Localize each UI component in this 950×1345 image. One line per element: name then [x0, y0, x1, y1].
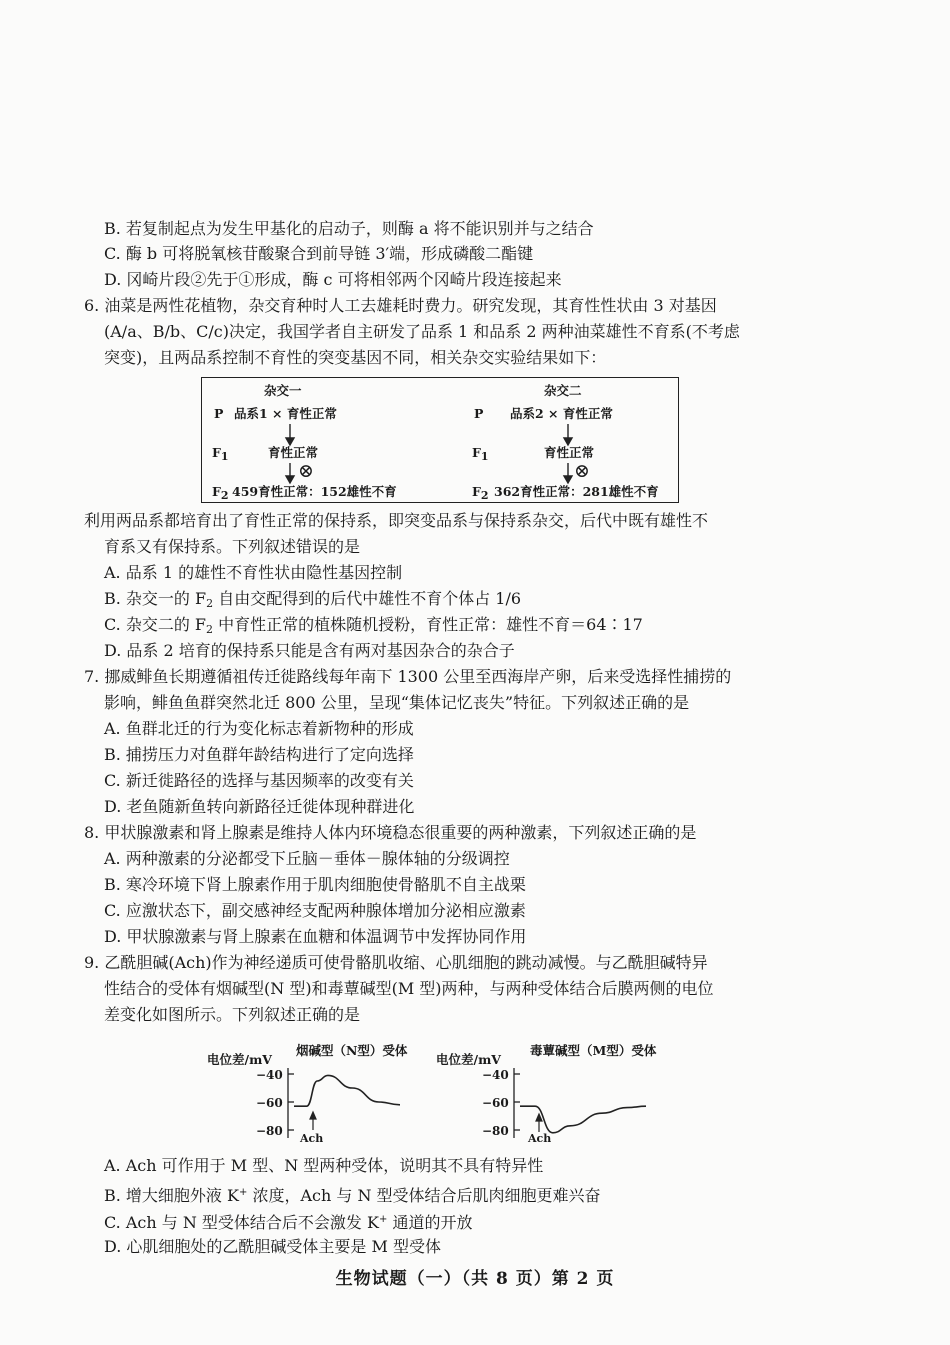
q6-option-b: B. 杂交一的 $F_2$ 自由交配得到的后代中雄性不育个体占 1/6 [104, 589, 522, 610]
q8-option-b: B. 寒冷环境下肾上腺素作用于肌肉细胞使骨骼肌不自主战栗 [104, 875, 526, 894]
cross-arrows [202, 378, 680, 504]
q5-option-c: C. 酶 b 可将脱氧核苷酸聚合到前导链 3′端，形成磷酸二酯键 [104, 244, 534, 263]
q9-stem-line2: 性结合的受体有烟碱型(N 型)和毒蕈碱型(M 型)两种，与两种受体结合后膜两侧的电位 [104, 979, 714, 998]
fig-n-curve [294, 1075, 400, 1106]
cross1-p-label: P [214, 406, 224, 421]
fig-n-ylabel: 电位差/mV [207, 1052, 272, 1067]
cross2-f2-label: $F_2$ [472, 484, 489, 502]
cross2-parents: 品系2 × 育性正常 [510, 406, 613, 421]
cross1-parents: 品系1 × 育性正常 [234, 406, 337, 421]
fig-m-ach-arrow [536, 1114, 542, 1132]
q7-option-c: C. 新迁徙路径的选择与基因频率的改变有关 [104, 771, 414, 790]
q6-option-a: A. 品系 1 的雄性不育性状由隐性基因控制 [104, 563, 403, 582]
q7-option-d: D. 老鱼随新鱼转向新路径迁徙体现种群进化 [104, 797, 415, 816]
cross1-f1: 育性正常 [268, 445, 319, 460]
q5-option-d: D. 冈崎片段②先于①形成，酶 c 可将相邻两个冈崎片段连接起来 [104, 270, 562, 289]
cross1-title: 杂交一 [264, 383, 302, 398]
q9-option-c: C. Ach 与 N 型受体结合后不会激发 K+ 通道的开放 [104, 1213, 473, 1232]
cross-experiment-box [201, 377, 679, 503]
fig-n-chart [282, 1066, 412, 1146]
fig-n-ach-arrow [310, 1112, 316, 1130]
q7-stem-line2: 影响，鲱鱼鱼群突然北迁 800 公里，呈现“集体记忆丧失”特征。下列叙述正确的是 [104, 693, 690, 712]
cross1-selfing-icon: ⊗ [298, 460, 314, 482]
page-footer: 生物试题（一）（共 8 页）第 2 页 [335, 1269, 615, 1289]
fig-n-tick-80: −80 [256, 1124, 283, 1138]
cross1-f1-label: $F_1$ [212, 445, 229, 463]
q5-option-b: B. 若复制起点为发生甲基化的启动子，则酶 a 将不能识别并与之结合 [104, 219, 594, 238]
q7-option-a: A. 鱼群北迁的行为变化标志着新物种的形成 [104, 719, 414, 738]
q9-stem-line1: 9. 乙酰胆碱(Ach)作为神经递质可使骨骼肌收缩、心肌细胞的跳动减慢。与乙酰胆碱特异 [84, 953, 708, 972]
q9-option-a: A. Ach 可作用于 M 型、N 型两种受体，说明其不具有特异性 [104, 1156, 544, 1175]
q6-option-c: C. 杂交二的 $F_2$ 中育性正常的植株随机授粉，育性正常：雄性不育＝64∶17 [104, 615, 643, 636]
fig-m-tick-80: −80 [482, 1124, 509, 1138]
cross1-f2-label: $F_2$ [212, 484, 229, 502]
fig-m-chart [508, 1066, 658, 1146]
q6-stem-line1: 6. 油菜是两性花植物，杂交育种时人工去雄耗时费力。研究发现，其育性性状由 3 对基因 [84, 296, 717, 315]
q9-option-b: B. 增大细胞外液 K+ 浓度，Ach 与 N 型受体结合后肌肉细胞更难兴奋 [104, 1186, 601, 1205]
fig-n-ach-label: Ach [300, 1132, 324, 1145]
q7-option-b: B. 捕捞压力对鱼群年龄结构进行了定向选择 [104, 745, 414, 764]
q9-stem-line3: 差变化如图所示。下列叙述正确的是 [104, 1005, 361, 1024]
q8-option-d: D. 甲状腺激素与肾上腺素在血糖和体温调节中发挥协同作用 [104, 927, 527, 946]
q7-stem-line1: 7. 挪威鲱鱼长期遵循祖传迁徙路线每年南下 1300 公里至西海岸产卵，后来受选择性捕捞的 [84, 667, 732, 686]
cross2-title: 杂交二 [544, 383, 582, 398]
q6-after-line1: 利用两品系都培育出了育性正常的保持系，即突变品系与保持系杂交，后代中既有雄性不 [84, 511, 709, 530]
q6-stem-line2: (A/a、B/b、C/c)决定，我国学者自主研发了品系 1 和品系 2 两种油菜雄性不育系(不考虑 [104, 322, 740, 341]
q6-after-line2: 育系又有保持系。下列叙述错误的是 [104, 537, 361, 556]
fig-m-title: 毒蕈碱型（M型）受体 [530, 1043, 657, 1058]
cross2-f1: 育性正常 [544, 445, 595, 460]
cross2-p-label: P [474, 406, 484, 421]
q9-option-d: D. 心肌细胞处的乙酰胆碱受体主要是 M 型受体 [104, 1237, 441, 1256]
q8-option-c: C. 应激状态下，副交感神经支配两种腺体增加分泌相应激素 [104, 901, 526, 920]
q8-option-a: A. 两种激素的分泌都受下丘脑－垂体－腺体轴的分级调控 [104, 849, 510, 868]
fig-m-tick-40: −40 [482, 1068, 509, 1082]
cross1-f2-ratio: 459育性正常：152雄性不育 [232, 484, 397, 499]
q6-stem-line3: 突变)，且两品系控制不育性的突变基因不同，相关杂交实验结果如下： [104, 348, 607, 367]
fig-m-ach-label: Ach [528, 1132, 552, 1145]
fig-n-tick-60: −60 [256, 1096, 283, 1110]
q8-stem: 8. 甲状腺激素和肾上腺素是维持人体内环境稳态很重要的两种激素，下列叙述正确的是 [84, 823, 697, 842]
cross2-f2-ratio: 362育性正常：281雄性不育 [494, 484, 659, 499]
fig-m-ylabel: 电位差/mV [436, 1052, 501, 1067]
fig-n-title: 烟碱型（N型）受体 [296, 1043, 408, 1058]
q6-option-d: D. 品系 2 培育的保持系只能是含有两对基因杂合的杂合子 [104, 641, 515, 660]
fig-n-tick-40: −40 [256, 1068, 283, 1082]
fig-m-tick-60: −60 [482, 1096, 509, 1110]
cross2-f1-label: $F_1$ [472, 445, 489, 463]
cross2-selfing-icon: ⊗ [574, 460, 590, 482]
